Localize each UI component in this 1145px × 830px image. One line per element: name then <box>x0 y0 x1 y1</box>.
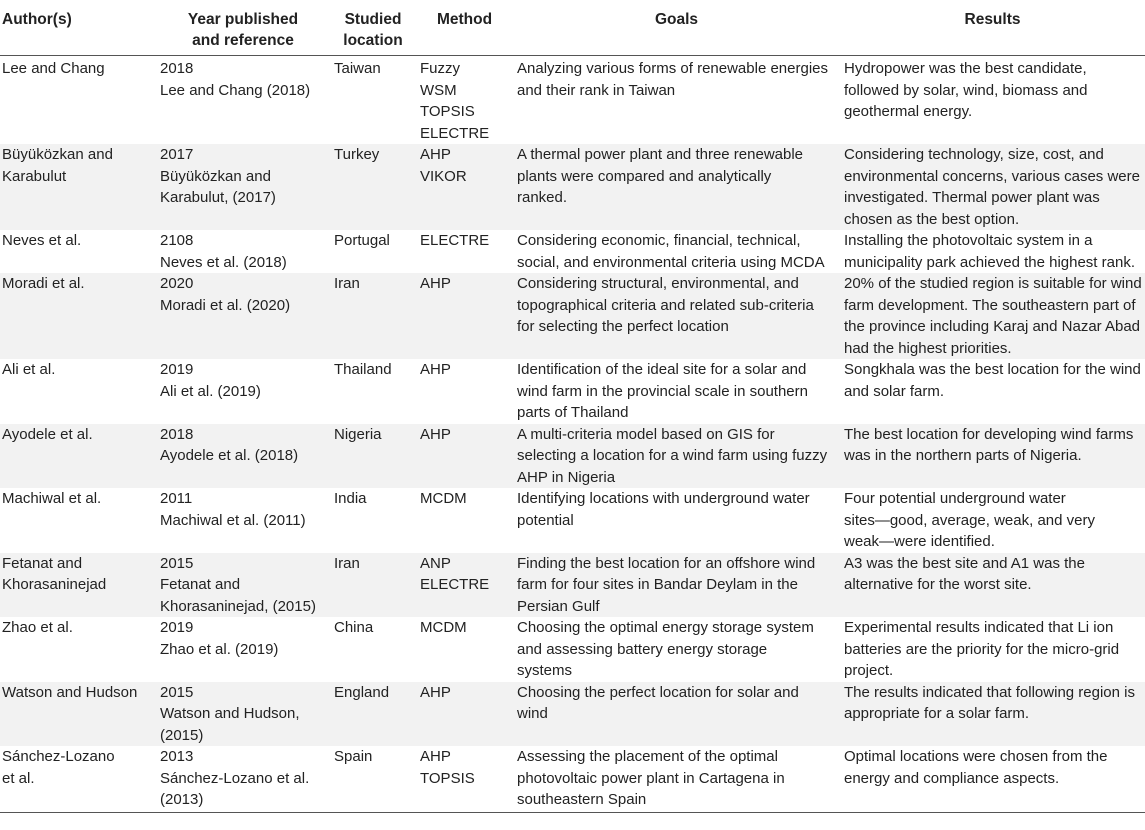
cell-results <box>840 56 1145 145</box>
cell-text-line: batteries are the priority for the micro-grid <box>844 640 1120 658</box>
cell-text-line: weak—were identified. <box>844 533 995 550</box>
cell-text-line: Zhao et al. (2019) <box>160 640 279 658</box>
cell-text-line: followed by solar, wind, biomass and <box>844 81 1088 99</box>
table-body <box>0 56 1145 813</box>
cell-text-line: geothermal energy. <box>844 103 973 120</box>
table-row <box>0 424 1145 489</box>
cell-text-line: Neves et al. <box>2 232 82 249</box>
cell-text-line: was in the northern parts of Nigeria. <box>844 447 1082 464</box>
cell-text-line: Identification of the ideal site for a solar and <box>517 361 807 378</box>
cell-text-line: systems <box>517 662 573 679</box>
cell-author <box>0 359 156 424</box>
cell-results <box>840 424 1145 489</box>
cell-text-line: Fetanat and <box>160 576 241 593</box>
cell-results <box>840 682 1145 747</box>
cell-results <box>840 746 1145 812</box>
cell-location <box>330 553 416 618</box>
cell-text-line: ELECTRE <box>420 232 490 249</box>
cell-text-line: 2015 <box>160 554 194 572</box>
cell-text-line: sites—good, average, weak, and very <box>844 511 1095 529</box>
cell-text-line: Turkey <box>334 146 380 163</box>
cell-text-line: The results indicated that following region is <box>844 683 1135 701</box>
header-text-line: location <box>343 32 403 49</box>
cell-text-line: ranked. <box>517 189 568 206</box>
cell-method <box>416 144 513 230</box>
cell-location <box>330 424 416 489</box>
cell-text-line: Portugal <box>334 232 390 249</box>
cell-text-line: and assessing battery energy storage <box>517 640 768 658</box>
cell-text-line: Neves et al. (2018) <box>160 253 287 271</box>
header-text-line: Goals <box>654 11 699 28</box>
cell-location <box>330 56 416 145</box>
cell-text-line: Lee and Chang <box>2 60 105 77</box>
cell-text-line: 2011 <box>160 490 193 507</box>
cell-goals <box>513 553 840 618</box>
cell-text-line: Experimental results indicated that Li ion <box>844 619 1114 636</box>
cell-text-line: Ali et al. <box>2 361 56 378</box>
header-text-line: Method <box>436 11 493 28</box>
cell-results <box>840 553 1145 618</box>
cell-results <box>840 359 1145 424</box>
cell-text-line: Choosing the optimal energy storage system <box>517 619 814 636</box>
cell-goals <box>513 424 840 489</box>
cell-text-line: TOPSIS <box>420 769 475 787</box>
table-row <box>0 553 1145 618</box>
cell-text-line: Iran <box>334 275 360 292</box>
cell-text-line: Iran <box>334 554 360 572</box>
cell-year-reference <box>156 359 330 424</box>
cell-text-line: China <box>334 619 374 636</box>
cell-text-line: farm for four sites in Bandar Deylam in the <box>517 576 798 593</box>
cell-text-line: Moradi et al. (2020) <box>160 296 291 314</box>
cell-text-line: AHP <box>420 146 451 163</box>
cell-text-line: Fuzzy <box>420 60 461 77</box>
cell-text-line: had the highest priorities. <box>844 339 1012 357</box>
cell-text-line: Moradi et al. <box>2 275 85 292</box>
cell-method <box>416 56 513 145</box>
cell-text-line: Karabulut, (2017) <box>160 189 276 206</box>
cell-text-line: Fetanat and <box>2 554 83 572</box>
cell-text-line: plants were compared and analytically <box>517 167 772 185</box>
cell-text-line: WSM <box>420 81 457 99</box>
cell-text-line: chosen as the best option. <box>844 210 1020 228</box>
cell-text-line: Considering economic, financial, technical, <box>517 232 801 249</box>
header-text-line: Results <box>964 11 1021 28</box>
header-text-line: Studied <box>344 11 402 28</box>
cell-text-line: Spain <box>334 748 373 765</box>
table-row <box>0 682 1145 747</box>
header-text-line: Author(s) <box>2 11 72 28</box>
cell-year-reference <box>156 144 330 230</box>
column-header-author <box>0 0 156 56</box>
column-header-year-reference <box>156 0 330 56</box>
cell-goals <box>513 56 840 145</box>
table-header <box>0 0 1145 56</box>
cell-author <box>0 746 156 812</box>
table-row <box>0 617 1145 682</box>
cell-location <box>330 746 416 812</box>
header-text-line: Year published <box>187 11 299 28</box>
cell-text-line: social, and environmental criteria using MCDA <box>517 253 825 271</box>
cell-text-line: AHP <box>420 361 451 378</box>
cell-text-line: selecting a location for a wind farm using fuzzy <box>517 447 828 464</box>
cell-text-line: 2020 <box>160 275 194 292</box>
cell-results <box>840 273 1145 359</box>
column-header-location <box>330 0 416 56</box>
cell-text-line: southeastern Spain <box>517 791 647 808</box>
cell-method <box>416 230 513 273</box>
cell-text-line: project. <box>844 662 894 679</box>
column-header-results <box>840 0 1145 56</box>
cell-text-line: 2018 <box>160 425 194 443</box>
cell-text-line: for selecting the perfect location <box>517 318 729 335</box>
cell-goals <box>513 746 840 812</box>
cell-text-line: England <box>334 683 390 701</box>
cell-text-line: Considering structural, environmental, and <box>517 275 799 292</box>
cell-text-line: 2019 <box>160 619 194 636</box>
cell-text-line: environmental concerns, various cases were <box>844 167 1140 185</box>
cell-text-line: energy and compliance aspects. <box>844 769 1060 787</box>
column-header-goals <box>513 0 840 56</box>
cell-text-line: Persian Gulf <box>517 597 600 615</box>
cell-author <box>0 56 156 145</box>
cell-location <box>330 144 416 230</box>
cell-text-line: Machiwal et al. <box>2 490 102 507</box>
cell-goals <box>513 488 840 553</box>
cell-text-line: 2015 <box>160 683 194 701</box>
cell-author <box>0 488 156 553</box>
cell-text-line: parts of Thailand <box>517 404 629 421</box>
cell-text-line: 20% of the studied region is suitable for wind <box>844 275 1142 292</box>
cell-text-line: Ayodele et al. (2018) <box>160 447 299 464</box>
cell-location <box>330 359 416 424</box>
cell-text-line: Sánchez-Lozano <box>2 748 115 765</box>
cell-text-line: alternative for the worst site. <box>844 576 1032 593</box>
cell-text-line: Considering technology, size, cost, and <box>844 146 1104 163</box>
cell-text-line: Songkhala was the best location for the wind <box>844 361 1141 378</box>
cell-text-line: Karabulut <box>2 167 67 185</box>
cell-method <box>416 682 513 747</box>
header-text-line: and reference <box>192 32 294 49</box>
cell-text-line: wind farm in the provincial scale in southern <box>517 382 808 400</box>
cell-text-line: Nigeria <box>334 425 382 443</box>
cell-text-line: Optimal locations were chosen from the <box>844 748 1108 765</box>
cell-text-line: Büyüközkan and <box>160 167 271 185</box>
cell-text-line: Finding the best location for an offshore wind <box>517 554 816 572</box>
cell-text-line: Sánchez-Lozano et al. <box>160 769 310 787</box>
cell-location <box>330 682 416 747</box>
cell-text-line: AHP <box>420 748 451 765</box>
cell-author <box>0 230 156 273</box>
cell-text-line: ELECTRE <box>420 576 490 593</box>
cell-author <box>0 273 156 359</box>
cell-text-line: Taiwan <box>334 60 381 77</box>
cell-text-line: (2013) <box>160 791 204 808</box>
cell-text-line: MCDM <box>420 619 467 636</box>
cell-text-line: potential <box>517 511 574 529</box>
cell-text-line: Lee and Chang (2018) <box>160 81 311 99</box>
cell-method <box>416 617 513 682</box>
cell-method <box>416 488 513 553</box>
cell-author <box>0 144 156 230</box>
cell-text-line: AHP <box>420 425 451 443</box>
cell-goals <box>513 617 840 682</box>
cell-text-line: 2017 <box>160 146 194 163</box>
table-row <box>0 230 1145 273</box>
cell-location <box>330 273 416 359</box>
cell-location <box>330 617 416 682</box>
cell-text-line: Khorasaninejad, (2015) <box>160 597 316 615</box>
cell-text-line: and solar farm. <box>844 382 945 400</box>
cell-text-line: Ali et al. (2019) <box>160 382 261 400</box>
cell-text-line: Analyzing various forms of renewable energies <box>517 60 828 77</box>
cell-text-line: and their rank in Taiwan <box>517 81 676 99</box>
cell-text-line: topographical criteria and related sub-criteria <box>517 296 814 314</box>
cell-text-line: farm development. The southeastern part of <box>844 296 1136 314</box>
cell-year-reference <box>156 746 330 812</box>
cell-text-line: 2019 <box>160 361 194 378</box>
cell-location <box>330 230 416 273</box>
cell-text-line: AHP <box>420 683 451 701</box>
cell-text-line: A thermal power plant and three renewable <box>517 146 804 163</box>
cell-text-line: (2015) <box>160 726 204 744</box>
cell-text-line: TOPSIS <box>420 103 475 120</box>
cell-year-reference <box>156 553 330 618</box>
cell-text-line: ANP <box>420 554 451 572</box>
header-row <box>0 0 1145 56</box>
cell-results <box>840 617 1145 682</box>
cell-year-reference <box>156 488 330 553</box>
cell-text-line: Watson and Hudson, <box>160 705 300 722</box>
cell-year-reference <box>156 273 330 359</box>
cell-text-line: investigated. Thermal power plant was <box>844 189 1100 206</box>
cell-text-line: VIKOR <box>420 167 467 185</box>
cell-results <box>840 230 1145 273</box>
cell-text-line: Ayodele et al. <box>2 425 93 443</box>
cell-goals <box>513 682 840 747</box>
cell-text-line: Assessing the placement of the optimal <box>517 748 778 765</box>
cell-text-line: 2108 <box>160 232 194 249</box>
cell-year-reference <box>156 230 330 273</box>
cell-text-line: The best location for developing wind farms <box>844 425 1134 443</box>
cell-text-line: Choosing the perfect location for solar and <box>517 683 799 701</box>
cell-text-line: 2013 <box>160 748 194 765</box>
cell-text-line: A3 was the best site and A1 was the <box>844 554 1085 572</box>
cell-text-line: municipality park achieved the highest rank. <box>844 253 1135 271</box>
cell-author <box>0 682 156 747</box>
cell-results <box>840 488 1145 553</box>
cell-method <box>416 746 513 812</box>
cell-text-line: AHP <box>420 275 451 292</box>
cell-text-line: wind <box>517 705 548 722</box>
column-header-method <box>416 0 513 56</box>
cell-goals <box>513 230 840 273</box>
cell-goals <box>513 273 840 359</box>
cell-goals <box>513 359 840 424</box>
cell-year-reference <box>156 617 330 682</box>
cell-text-line: A multi-criteria model based on GIS for <box>517 425 775 443</box>
cell-text-line: Four potential underground water <box>844 490 1066 507</box>
cell-goals <box>513 144 840 230</box>
table-row <box>0 746 1145 812</box>
cell-text-line: 2018 <box>160 60 194 77</box>
cell-text-line: Thailand <box>334 361 392 378</box>
cell-method <box>416 273 513 359</box>
cell-text-line: MCDM <box>420 490 467 507</box>
cell-method <box>416 359 513 424</box>
cell-results <box>840 144 1145 230</box>
cell-method <box>416 553 513 618</box>
cell-text-line: appropriate for a solar farm. <box>844 705 1030 722</box>
cell-text-line: Khorasaninejad <box>2 576 107 593</box>
cell-text-line: Watson and Hudson <box>2 683 138 701</box>
cell-year-reference <box>156 56 330 145</box>
cell-author <box>0 553 156 618</box>
cell-text-line: ELECTRE <box>420 124 490 142</box>
cell-text-line: photovoltaic power plant in Cartagena in <box>517 769 785 787</box>
cell-text-line: Hydropower was the best candidate, <box>844 60 1087 77</box>
cell-author <box>0 617 156 682</box>
cell-text-line: India <box>334 490 367 507</box>
cell-method <box>416 424 513 489</box>
table-row <box>0 56 1145 145</box>
cell-text-line: Machiwal et al. (2011) <box>160 511 306 529</box>
cell-text-line: Identifying locations with underground water <box>517 490 810 507</box>
cell-text-line: Büyüközkan and <box>2 146 113 163</box>
table-row <box>0 144 1145 230</box>
cell-text-line: the province including Karaj and Nazar Abad <box>844 318 1141 335</box>
cell-location <box>330 488 416 553</box>
cell-text-line: Zhao et al. <box>2 619 73 636</box>
cell-text-line: et al. <box>2 769 35 787</box>
table-row <box>0 273 1145 359</box>
table-row <box>0 359 1145 424</box>
cell-year-reference <box>156 682 330 747</box>
cell-text-line: Installing the photovoltaic system in a <box>844 232 1093 249</box>
table-row <box>0 488 1145 553</box>
cell-text-line: AHP in Nigeria <box>517 468 616 486</box>
cell-year-reference <box>156 424 330 489</box>
cell-author <box>0 424 156 489</box>
